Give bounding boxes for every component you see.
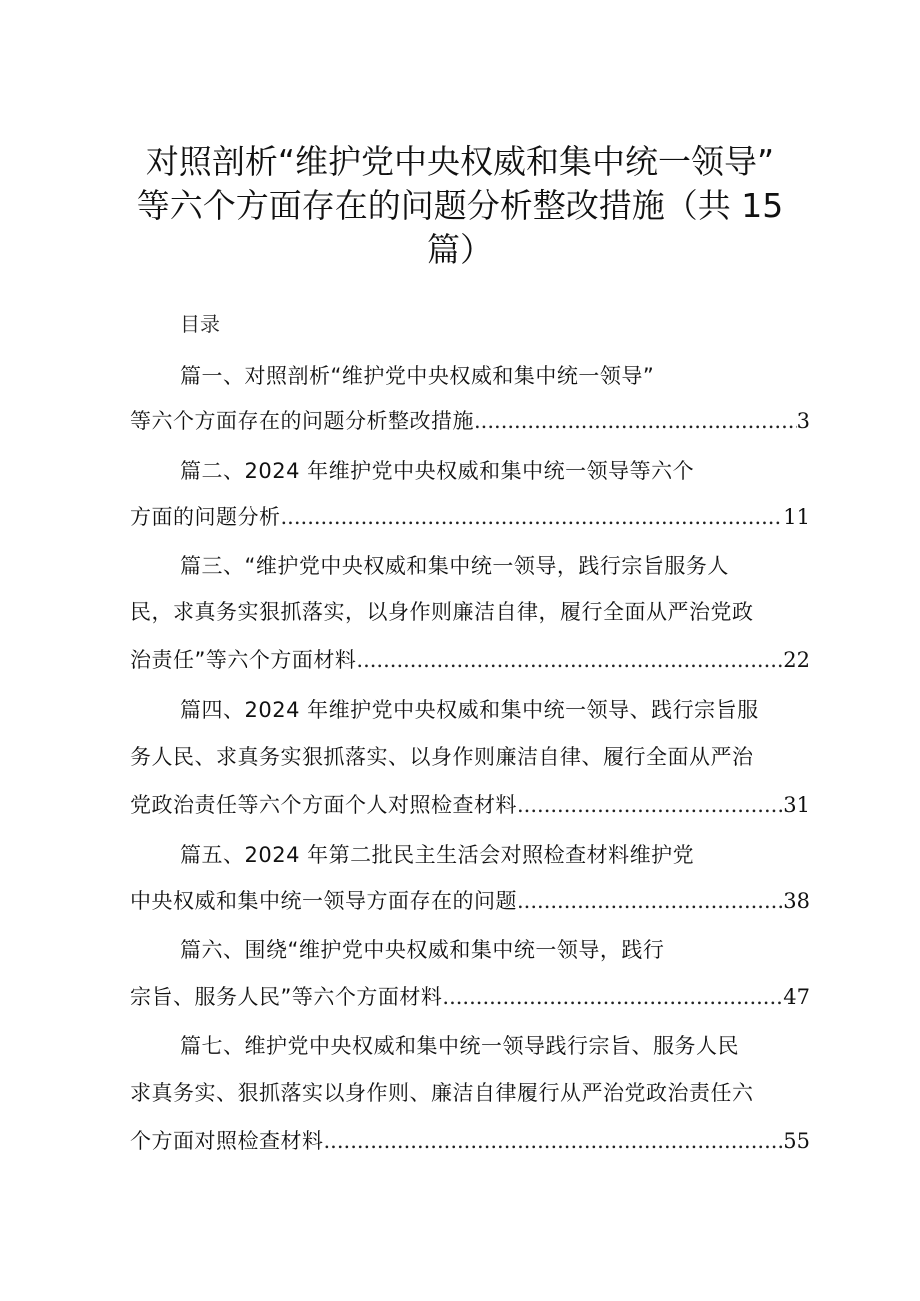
toc-page-number: 55 — [783, 1129, 810, 1153]
title-line-3: 篇） — [427, 230, 493, 269]
toc-leader-dots — [517, 877, 783, 925]
toc-entry-text: 等六个方面存在的问题分析整改措施 — [130, 409, 474, 433]
toc-entry-4-line-2[interactable]: 务人民、求真务实狠抓落实、以身作则廉洁自律、履行全面从严治 — [130, 745, 754, 769]
toc-page-number: 38 — [783, 889, 810, 913]
toc-entry-3-line-3[interactable] — [130, 636, 810, 684]
toc-entry-1-line-1[interactable]: 篇一、对照剖析“维护党中央权威和集中统一领导” — [180, 364, 655, 388]
toc-heading: 目录 — [180, 312, 220, 336]
document-title — [110, 140, 810, 272]
title-line-2: 等六个方面存在的问题分析整改措施（共 15 — [136, 186, 784, 225]
toc-entry-5-line-2[interactable] — [130, 877, 810, 925]
toc-entry-text: 治责任”等六个方面材料 — [130, 648, 357, 672]
toc-page-number: 3 — [796, 409, 810, 433]
toc-leader-dots — [474, 397, 797, 445]
title-line-1: 对照剖析“维护党中央权威和集中统一领导” — [145, 142, 775, 181]
toc-page-number: 31 — [783, 793, 810, 817]
toc-entry-4-line-3[interactable] — [130, 781, 810, 829]
toc-entry-7-line-2[interactable]: 求真务实、狠抓落实以身作则、廉洁自律履行从严治党政治责任六 — [130, 1081, 754, 1105]
toc-page-number: 11 — [783, 505, 810, 529]
toc-leader-dots — [356, 636, 783, 684]
toc-entry-7-line-3[interactable] — [130, 1117, 810, 1165]
toc-entry-1-line-2[interactable] — [130, 397, 810, 445]
toc-entry-text: 宗旨、服务人民”等六个方面材料 — [130, 985, 443, 1009]
toc-entry-3-line-1[interactable]: 篇三、“维护党中央权威和集中统一领导，践行宗旨服务人 — [180, 554, 729, 578]
toc-leader-dots — [442, 973, 783, 1021]
toc-entry-2-line-2[interactable] — [130, 493, 810, 541]
toc-entry-4-line-1[interactable]: 篇四、2024 年维护党中央权威和集中统一领导、践行宗旨服 — [180, 698, 759, 722]
toc-leader-dots — [517, 781, 783, 829]
toc-page-number: 22 — [783, 648, 810, 672]
toc-leader-dots — [324, 1117, 784, 1165]
toc-entry-2-line-1[interactable]: 篇二、2024 年维护党中央权威和集中统一领导等六个 — [180, 459, 695, 483]
toc-entry-5-line-1[interactable]: 篇五、2024 年第二批民主生活会对照检查材料维护党 — [180, 843, 695, 867]
toc-page-number: 47 — [783, 985, 810, 1009]
toc-entry-6-line-2[interactable] — [130, 973, 810, 1021]
toc-entry-text: 中央权威和集中统一领导方面存在的问题 — [130, 889, 517, 913]
toc-entry-7-line-1[interactable]: 篇七、维护党中央权威和集中统一领导践行宗旨、服务人民 — [180, 1034, 739, 1058]
toc-entry-text: 个方面对照检查材料 — [130, 1129, 324, 1153]
toc-entry-text: 党政治责任等六个方面个人对照检查材料 — [130, 793, 517, 817]
toc-entry-6-line-1[interactable]: 篇六、围绕“维护党中央权威和集中统一领导，践行 — [180, 938, 665, 962]
toc-leader-dots — [281, 493, 784, 541]
toc-entry-text: 方面的问题分析 — [130, 505, 281, 529]
toc-entry-3-line-2[interactable]: 民，求真务实狠抓落实，以身作则廉洁自律，履行全面从严治党政 — [130, 600, 754, 624]
